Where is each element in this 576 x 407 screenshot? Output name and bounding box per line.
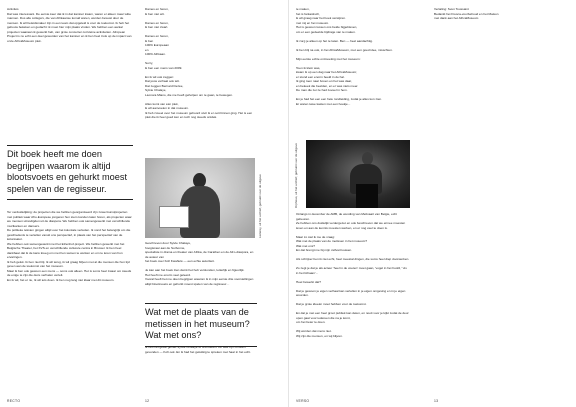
- right-page: [288, 0, 576, 407]
- left-column-top-text: Activités Dat was interessant. De eerste keer dat ik in dat kantoor kwam, waren er alleen maar witte mannen. Dus alle collega's, die van Afrikaanse komaf waren, werden bewust door de mensen. Ik wil beleidsmaker zijn in een team dat opgeleid is voor de toekomst. Ik heb het gebouw bekeken en gedacht: ik moet hier mijn plaats vinden. We hebben een aantal projecten waaraan ik gewerkt heb, van grote concerten tot kleine activiteiten. Afropean Project is nu echt een deel geworden van het kantoor en ik ben heel trots op de impact van onze AfricaMuseum plek.: [7, 7, 132, 43]
- page-number-left: 12: [145, 399, 150, 403]
- photo-caption-right: Orpheus, uit het archief, gebruikt voor de uitgave: [294, 143, 298, 208]
- credits-text: Vertaling: Sven Toussaint Bedankt het Fresca-voorbehoud en het Maison met dank aan het AfricaMuseum: [434, 7, 499, 20]
- middle-column-bottom-text: Ik heb het geluk gehad Sylvie Chalaye te ontmoeten. Ze was zijn minsten gevonden — Kofi ook. En ik had het gelukkig te spreken met haar in het echt.: [145, 345, 251, 354]
- right-column-top-text: te maken, het is fantastisch, ik wil graag naar het boek verwijzen. met mij en het museum. Het is gewoon tussen ons beide bijgebleven, om er een gedeelde bijdrage van te maken. Ik zorg je alleen op het te laten. Ben — heel aandachtig. Ik ben blij na ook, in het AfricaMuseum, met een goed idee, misschien. Mijn eerste echte ontmoeting met het museum: Toen ik klein was, kwam ik op een dag naar het AfricaMuseum; er stond een enorm beeld in de hal. Ik ging toen naar boven en het was daar, en bekeek die beelden, en er was niets meer. De man die zei ze had zoveel in hem. En je had het een een hele rondleiding, zodat je alles kon zien. Er waren twee kasten met een hoekje...: [296, 7, 393, 106]
- middle-column-top-text: Dames en heren, ik ben niet wit. Dames en heren, ik ben niet zwart. Dames en heren, ik ben 100% Europeaan en 100% Afrikaan. Sorry, ik ben een mens van 2009. En ik wil ook zeggen: Dat jouw verhaal ook telt. Dat zeggen Bernard Dezée, Sylvie Chalaye, Léonora Miano, die me heeft geholpen om te gaan, te bewegen. Alles komt van één plek, ik wil aanvoelen in dat museum. Ik heb zoveel over het museum gehoord vóór ik er ooit binnen ging. Het is een plek die ik heel goed ken en toch nog steeds ontdek.: [145, 7, 253, 119]
- footer-recto-label: RECTO: [7, 399, 21, 403]
- pull-quote-left: Dit boek heeft me doen begrijpen waarom ik altijd blootsvoets en gehurkt moest spelen van de regisseur.: [7, 145, 133, 200]
- right-column-bottom-text: Onlangs in december de AMB, de wending van Meltvaart van Belgie, echt gebeuren. Ze hebben ons duidelijk verdergezet en ook beschreven dat we ermee moesten leven en aan de kennis moesten werken, en er nog veel te doen is. Maar zo stel ik me de vraag: Wat met de plaats van de metissen in het museum? Wat met ons? En dat brengt me bij mijn zelfvertrouwen. Als schrijver ben ik niet echt, heel meestal dingen, die soms heel diep doorwerken. Zo zegt je dat je als acteur 'heel in de voeten' moet gaan, 'vogel in het hoofd,' 'vis in het lichaam'... Heel bewerkt dat? Dat je gewoon je eigen verhaal kan vertellen in je eigen omgeving en in je eigen woorden. Dat je grote ideeën moet hebben voor de toekomst. En dat je met een heel groot publiek kan delen, en nooit voor je kijkt zodat de deur open gaat voor iedereen die na je komt, om het beter te doen. Wij worden dat mens niet. Wij zijn die mensen, en wij blijven.: [296, 212, 410, 338]
- left-column-bottom-text: Ter verduidelijking: de projecten die we hebben georganiseerd zijn zowel kunstprojecten met publiek waar Afro-Europese jongeren hun stem konden laten horen, als projecten waar we mensen uitnodigden uit de diaspora. We hebben ook samengewerkt met verschillende muzikanten en dansers. De politieke teksten gingen altijd over het koloniale verleden. Ik vond het belangrijk om die geschiedenis te vertellen vanuit ons perspectief, in plaats van het perspectief van de kolonisator. We hebben ook samengewerkt met het Elzenhof-project. We hebben gewerkt met het Belgische Theater, het KVS en verschillende culturele centra in Brussel. Ik ben heel dankbaar dat ik de kans kreeg om met hen samen te werken en om te leren van hun ervaringen. Ik heb geluk. Ik ben niet blij. Ik wil terug, ik wil graag blijven met al die mensen die hun tijd geven aan de toekomst van het museum. Maar ik ben ook gewoon een mens — soms ook alleen. Het is soms heel zwaar om steeds de enige te zijn die deze verhalen vertelt. En ik wil, het er nu, Ik wil iets doen. Ik ben nog lang niet klaar met dit museum.: [7, 210, 132, 282]
- pull-quote-middle: Wat met de plaats van de metissen in het museum? Wat met ons?: [145, 303, 257, 347]
- middle-column-mid-text: Geschreven door Sylvie Chalaye, hoogleraar aan de Sorbonne, specialiste in drama en theater van Afrika, de Caraïben en de Afro-diaspora, en de auteur van het boek over Kofi Kwahulé — een echte autoriteit. Je kan aan het boek zien dat ik het heb verslonden, letterlijk en figuurlijk. Het heeft me enorm veel geleerd. Vooral heeft het me doen begrijpen waarom ik in mijn eerste drie voorstellingen altijd blootsvoets en gehurkt moest spelen van de regisseur…: [145, 241, 254, 286]
- footer-verso-label: VERSO: [296, 399, 310, 403]
- stage-photo: [306, 140, 410, 208]
- page-number-right: 13: [434, 399, 439, 403]
- book-photo: [145, 158, 255, 238]
- photo-caption-left: Lieterey, uit het archief, gebruikt voor de uitgave: [258, 174, 262, 238]
